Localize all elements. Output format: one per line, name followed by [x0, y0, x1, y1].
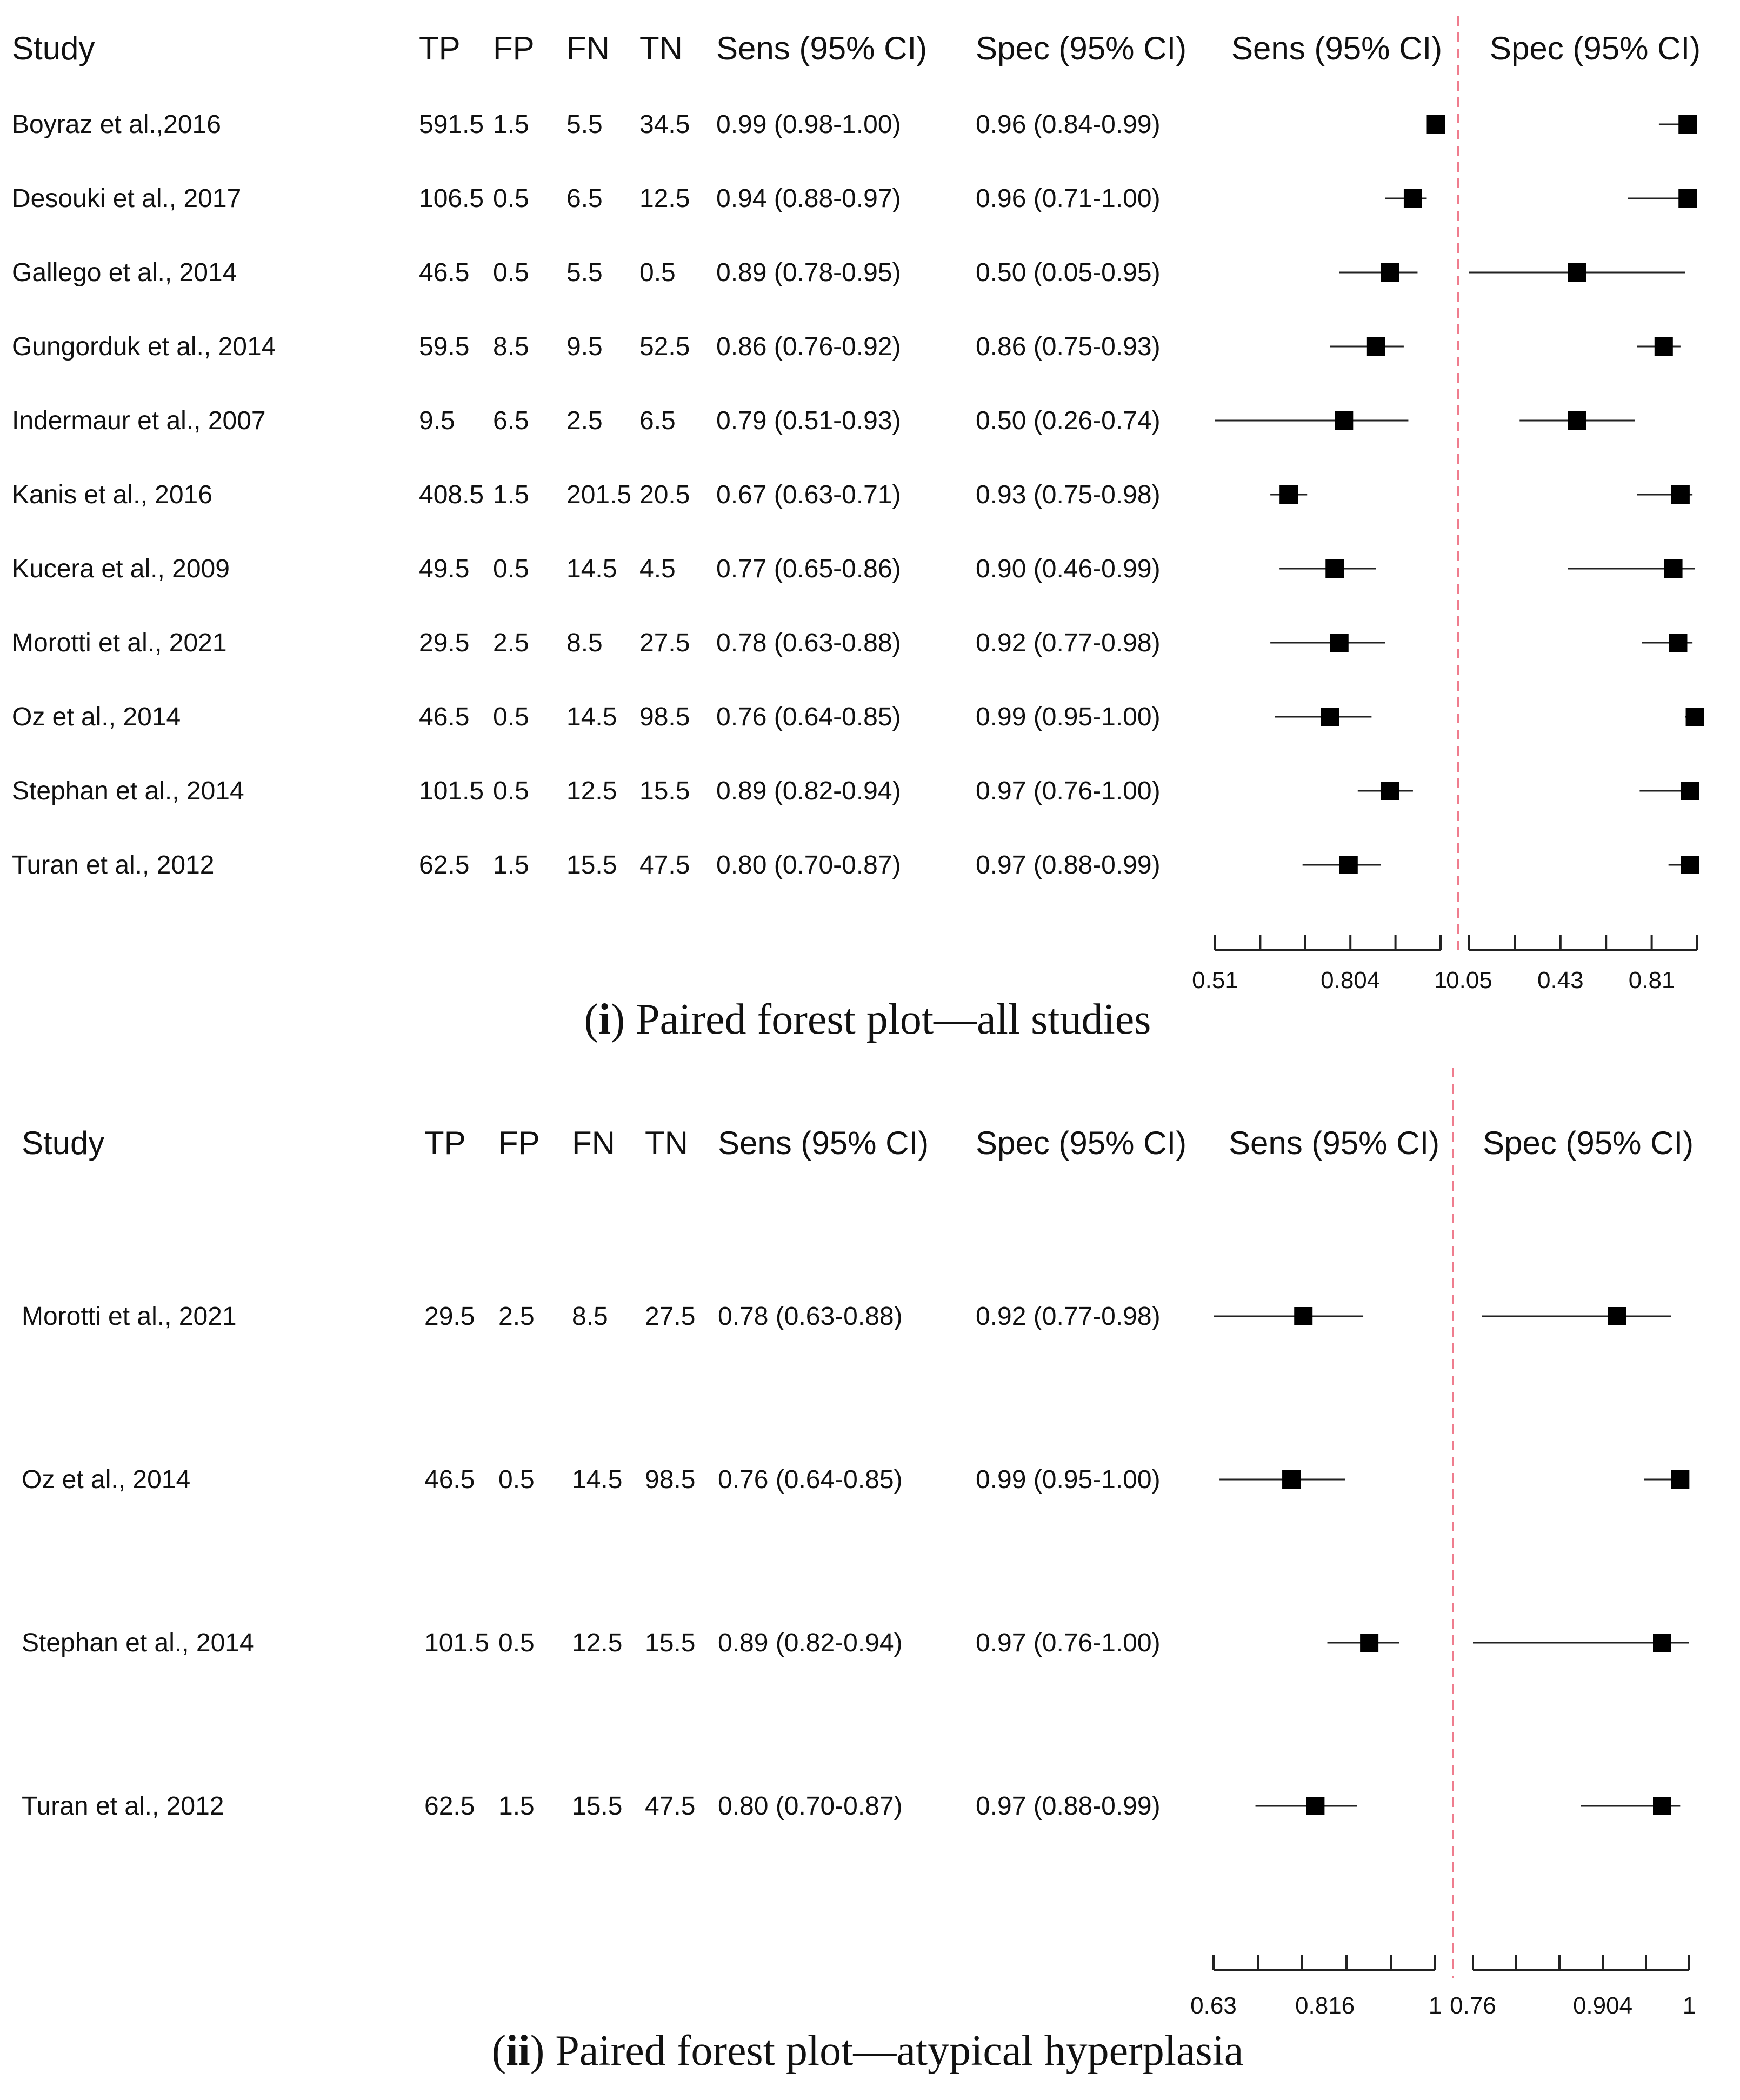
- tp-value: 46.5: [419, 258, 470, 287]
- sens-point: [1330, 634, 1349, 652]
- spec-tick-label: 0.76: [1450, 1992, 1496, 2019]
- study-name: Stephan et al., 2014: [12, 777, 244, 805]
- forest-panel-2: [22, 1068, 1696, 2075]
- sens-point: [1306, 1797, 1324, 1815]
- sens-point: [1367, 337, 1385, 356]
- forest-panel-1: [12, 16, 1704, 1043]
- sens-point: [1321, 708, 1339, 726]
- header-spec-ci: Spec (95% CI): [976, 30, 1187, 66]
- header-spec-plot: Spec (95% CI): [1483, 1125, 1694, 1161]
- fp-value: 0.5: [493, 555, 529, 583]
- study-name: Oz et al., 2014: [12, 703, 181, 731]
- tp-value: 46.5: [424, 1465, 475, 1494]
- spec-ci-text: 0.86 (0.75-0.93): [976, 332, 1161, 361]
- spec-ci-text: 0.96 (0.84-0.99): [976, 110, 1161, 139]
- sens-point: [1335, 411, 1353, 430]
- tn-value: 47.5: [645, 1792, 696, 1821]
- study-name: Gallego et al., 2014: [12, 258, 237, 287]
- spec-ci-text: 0.99 (0.95-1.00): [976, 1465, 1161, 1494]
- header-study: Study: [22, 1125, 105, 1161]
- tp-value: 62.5: [419, 851, 470, 879]
- spec-point: [1608, 1307, 1626, 1325]
- spec-ci-text: 0.50 (0.05-0.95): [976, 258, 1161, 287]
- sens-tick-label: 0.804: [1321, 967, 1381, 994]
- spec-point: [1678, 189, 1697, 208]
- spec-tick-label: 1: [1682, 1992, 1696, 2019]
- sens-point: [1426, 115, 1445, 134]
- fn-value: 5.5: [566, 110, 603, 139]
- sens-ci-text: 0.76 (0.64-0.85): [718, 1465, 903, 1494]
- sens-ci-text: 0.99 (0.98-1.00): [716, 110, 901, 139]
- header-tn: TN: [645, 1125, 688, 1161]
- header-fn: FN: [572, 1125, 615, 1161]
- spec-point: [1568, 411, 1586, 430]
- tp-value: 49.5: [419, 555, 470, 583]
- sens-ci-text: 0.78 (0.63-0.88): [718, 1302, 903, 1331]
- spec-tick-label: 0.81: [1628, 967, 1675, 994]
- tp-value: 59.5: [419, 332, 470, 361]
- tn-value: 27.5: [645, 1302, 696, 1331]
- sens-ci-text: 0.67 (0.63-0.71): [716, 481, 901, 509]
- tp-value: 106.5: [419, 184, 484, 213]
- fp-value: 0.5: [493, 184, 529, 213]
- spec-point: [1664, 559, 1683, 578]
- tn-value: 47.5: [639, 851, 690, 879]
- sens-point: [1339, 856, 1358, 874]
- fp-value: 0.5: [493, 258, 529, 287]
- header-tn: TN: [639, 30, 683, 66]
- spec-point: [1681, 782, 1699, 800]
- fn-value: 14.5: [566, 555, 617, 583]
- tn-value: 98.5: [639, 703, 690, 731]
- tn-value: 15.5: [645, 1629, 696, 1657]
- sens-tick-label: 0.816: [1295, 1992, 1355, 2019]
- figure-caption: (ii) Paired forest plot—atypical hyperplasia: [491, 2027, 1244, 2075]
- spec-ci-text: 0.97 (0.76-1.00): [976, 1629, 1161, 1657]
- study-name: Oz et al., 2014: [22, 1465, 191, 1494]
- fn-value: 14.5: [566, 703, 617, 731]
- fp-value: 1.5: [493, 851, 529, 879]
- fp-value: 0.5: [498, 1465, 535, 1494]
- sens-point: [1381, 263, 1399, 282]
- fn-value: 15.5: [572, 1792, 623, 1821]
- header-sens-plot: Sens (95% CI): [1229, 1125, 1440, 1161]
- fp-value: 1.5: [498, 1792, 535, 1821]
- tn-value: 34.5: [639, 110, 690, 139]
- fp-value: 0.5: [493, 703, 529, 731]
- caption-text: ) Paired forest plot—atypical hyperplasia: [530, 2027, 1244, 2075]
- header-sens-ci: Sens (95% CI): [716, 30, 928, 66]
- spec-point: [1653, 1797, 1671, 1815]
- sens-ci-text: 0.80 (0.70-0.87): [716, 851, 901, 879]
- spec-tick-label: 0.05: [1446, 967, 1492, 994]
- sens-point: [1360, 1634, 1378, 1652]
- header-sens-ci: Sens (95% CI): [718, 1125, 929, 1161]
- spec-ci-text: 0.97 (0.76-1.00): [976, 777, 1161, 805]
- sens-ci-text: 0.89 (0.82-0.94): [718, 1629, 903, 1657]
- tp-value: 9.5: [419, 406, 455, 435]
- spec-ci-text: 0.92 (0.77-0.98): [976, 1302, 1161, 1331]
- fn-value: 12.5: [572, 1629, 623, 1657]
- fp-value: 6.5: [493, 406, 529, 435]
- fn-value: 8.5: [566, 629, 603, 657]
- sens-point: [1325, 559, 1344, 578]
- header-spec-ci: Spec (95% CI): [976, 1125, 1187, 1161]
- header-fp: FP: [493, 30, 535, 66]
- header-fn: FN: [566, 30, 610, 66]
- sens-tick-label: 0.51: [1192, 967, 1238, 994]
- sens-ci-text: 0.86 (0.76-0.92): [716, 332, 901, 361]
- spec-ci-text: 0.50 (0.26-0.74): [976, 406, 1161, 435]
- fn-value: 2.5: [566, 406, 603, 435]
- spec-point: [1671, 1470, 1689, 1489]
- study-name: Gungorduk et al., 2014: [12, 332, 276, 361]
- spec-point: [1681, 856, 1699, 874]
- study-name: Kanis et al., 2016: [12, 481, 212, 509]
- tp-value: 591.5: [419, 110, 484, 139]
- fp-value: 1.5: [493, 481, 529, 509]
- header-spec-plot: Spec (95% CI): [1490, 30, 1701, 66]
- figure-caption: (i) Paired forest plot—all studies: [584, 996, 1151, 1043]
- header-sens-plot: Sens (95% CI): [1231, 30, 1443, 66]
- tn-value: 52.5: [639, 332, 690, 361]
- tn-value: 6.5: [639, 406, 676, 435]
- tn-value: 0.5: [639, 258, 676, 287]
- sens-point: [1282, 1470, 1301, 1489]
- study-name: Desouki et al., 2017: [12, 184, 242, 213]
- sens-point: [1294, 1307, 1312, 1325]
- fn-value: 5.5: [566, 258, 603, 287]
- spec-ci-text: 0.99 (0.95-1.00): [976, 703, 1161, 731]
- sens-ci-text: 0.78 (0.63-0.88): [716, 629, 901, 657]
- fn-value: 14.5: [572, 1465, 623, 1494]
- tn-value: 98.5: [645, 1465, 696, 1494]
- tp-value: 46.5: [419, 703, 470, 731]
- study-name: Stephan et al., 2014: [22, 1629, 254, 1657]
- fn-value: 9.5: [566, 332, 603, 361]
- spec-point: [1671, 485, 1690, 504]
- sens-point: [1381, 782, 1399, 800]
- sens-ci-text: 0.79 (0.51-0.93): [716, 406, 901, 435]
- spec-ci-text: 0.92 (0.77-0.98): [976, 629, 1161, 657]
- tn-value: 4.5: [639, 555, 676, 583]
- spec-ci-text: 0.97 (0.88-0.99): [976, 1792, 1161, 1821]
- study-name: Boyraz et al.,2016: [12, 110, 221, 139]
- spec-point: [1686, 708, 1704, 726]
- sens-ci-text: 0.80 (0.70-0.87): [718, 1792, 903, 1821]
- fn-value: 15.5: [566, 851, 617, 879]
- tp-value: 408.5: [419, 481, 484, 509]
- fp-value: 8.5: [493, 332, 529, 361]
- sens-point: [1404, 189, 1422, 208]
- spec-point: [1568, 263, 1586, 282]
- header-fp: FP: [498, 1125, 540, 1161]
- sens-ci-text: 0.89 (0.82-0.94): [716, 777, 901, 805]
- spec-ci-text: 0.97 (0.88-0.99): [976, 851, 1161, 879]
- spec-ci-text: 0.93 (0.75-0.98): [976, 481, 1161, 509]
- sens-ci-text: 0.76 (0.64-0.85): [716, 703, 901, 731]
- header-tp: TP: [419, 30, 461, 66]
- tp-value: 29.5: [419, 629, 470, 657]
- header-tp: TP: [424, 1125, 466, 1161]
- sens-tick-label: 1: [1434, 967, 1448, 994]
- spec-point: [1653, 1634, 1671, 1652]
- sens-ci-text: 0.94 (0.88-0.97): [716, 184, 901, 213]
- sens-point: [1279, 485, 1298, 504]
- fp-value: 2.5: [498, 1302, 535, 1331]
- tn-value: 20.5: [639, 481, 690, 509]
- study-name: Morotti et al., 2021: [12, 629, 227, 657]
- header-study: Study: [12, 30, 95, 66]
- caption-number: ii: [506, 2027, 530, 2075]
- tn-value: 27.5: [639, 629, 690, 657]
- tp-value: 101.5: [424, 1629, 490, 1657]
- fn-value: 12.5: [566, 777, 617, 805]
- spec-point: [1669, 634, 1687, 652]
- study-name: Indermaur et al., 2007: [12, 406, 266, 435]
- fp-value: 0.5: [498, 1629, 535, 1657]
- fp-value: 1.5: [493, 110, 529, 139]
- tp-value: 101.5: [419, 777, 484, 805]
- sens-ci-text: 0.89 (0.78-0.95): [716, 258, 901, 287]
- tp-value: 62.5: [424, 1792, 475, 1821]
- tp-value: 29.5: [424, 1302, 475, 1331]
- study-name: Kucera et al., 2009: [12, 555, 230, 583]
- fp-value: 2.5: [493, 629, 529, 657]
- caption-text: ) Paired forest plot—all studies: [610, 996, 1151, 1043]
- spec-point: [1655, 337, 1673, 356]
- fn-value: 6.5: [566, 184, 603, 213]
- spec-tick-label: 0.43: [1537, 967, 1584, 994]
- study-name: Morotti et al., 2021: [22, 1302, 237, 1331]
- spec-point: [1678, 115, 1697, 134]
- sens-tick-label: 0.63: [1190, 1992, 1237, 2019]
- fn-value: 8.5: [572, 1302, 608, 1331]
- fp-value: 0.5: [493, 777, 529, 805]
- study-name: Turan et al., 2012: [22, 1792, 224, 1821]
- spec-tick-label: 0.904: [1572, 1992, 1633, 2019]
- caption-number: i: [598, 996, 611, 1043]
- fn-value: 201.5: [566, 481, 632, 509]
- sens-ci-text: 0.77 (0.65-0.86): [716, 555, 901, 583]
- study-name: Turan et al., 2012: [12, 851, 215, 879]
- spec-ci-text: 0.90 (0.46-0.99): [976, 555, 1161, 583]
- spec-ci-text: 0.96 (0.71-1.00): [976, 184, 1161, 213]
- tn-value: 15.5: [639, 777, 690, 805]
- tn-value: 12.5: [639, 184, 690, 213]
- sens-tick-label: 1: [1428, 1992, 1442, 2019]
